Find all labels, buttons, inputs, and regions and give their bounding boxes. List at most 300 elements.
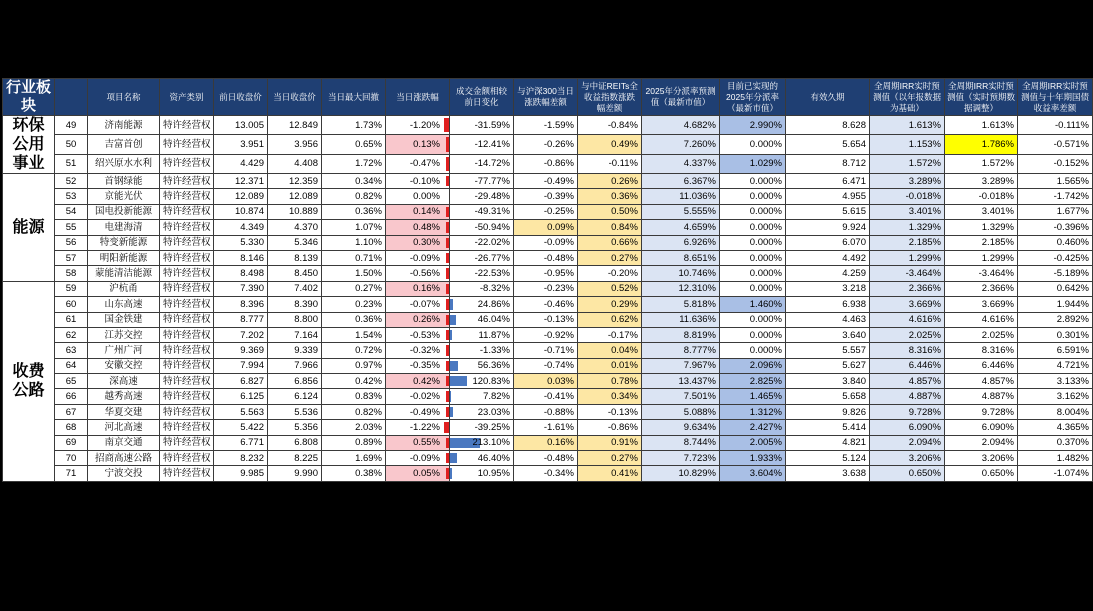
header-close: 当日收盘价 — [268, 79, 322, 116]
max-drawdown: 1.10% — [322, 235, 386, 250]
volume-value: -31.59% — [474, 119, 510, 131]
hs300-diff: -0.48% — [514, 451, 578, 466]
volume-value: -12.41% — [474, 138, 510, 150]
change-value: -0.47% — [409, 158, 440, 170]
table-row[interactable] — [3, 116, 1093, 135]
reits-table — [2, 78, 1093, 482]
table-row[interactable] — [3, 327, 1093, 342]
volume-bar — [450, 453, 457, 463]
dist-realized: 1.933% — [720, 451, 786, 466]
prev-close: 9.985 — [214, 466, 268, 481]
irr-adjusted: 6.446% — [945, 358, 1018, 373]
table-row[interactable] — [3, 220, 1093, 235]
max-drawdown: 2.03% — [322, 420, 386, 435]
irr-spread: 3.133% — [1018, 374, 1093, 389]
table-row[interactable] — [3, 404, 1093, 419]
prev-close: 6.125 — [214, 389, 268, 404]
header-irr-adjusted: 全周期IRR实时预测值（实时预期数据调整） — [945, 79, 1018, 116]
volume-change — [450, 466, 514, 481]
row-number: 62 — [55, 327, 88, 342]
volume-change — [450, 451, 514, 466]
volume-value: 46.04% — [477, 314, 510, 326]
hs300-diff: -0.13% — [514, 312, 578, 327]
daily-change — [386, 435, 450, 450]
irr-spread: -0.111% — [1018, 116, 1093, 135]
dist-realized: 0.000% — [720, 189, 786, 204]
hs300-diff: -0.88% — [514, 404, 578, 419]
duration: 5.654 — [786, 135, 870, 154]
dist-forecast: 7.723% — [642, 451, 720, 466]
table-row[interactable] — [3, 135, 1093, 154]
irr-adjusted: 2.185% — [945, 235, 1018, 250]
asset-type: 特许经营权 — [160, 343, 214, 358]
dist-realized: 0.000% — [720, 343, 786, 358]
irr-annual: 4.887% — [870, 389, 945, 404]
close: 7.164 — [268, 327, 322, 342]
change-value: 0.42% — [413, 375, 440, 387]
reits-diff: 0.34% — [578, 389, 642, 404]
close: 12.849 — [268, 116, 322, 135]
reits-diff: 0.50% — [578, 204, 642, 219]
project-name: 河北高速 — [88, 420, 160, 435]
irr-annual: 3.206% — [870, 451, 945, 466]
max-drawdown: 1.54% — [322, 327, 386, 342]
row-number: 64 — [55, 358, 88, 373]
irr-adjusted: -0.018% — [945, 189, 1018, 204]
irr-adjusted: 4.616% — [945, 312, 1018, 327]
row-number: 52 — [55, 174, 88, 189]
irr-annual: 1.613% — [870, 116, 945, 135]
project-name: 特变新能源 — [88, 235, 160, 250]
daily-change — [386, 266, 450, 281]
irr-spread: 8.004% — [1018, 404, 1093, 419]
project-name: 明阳新能源 — [88, 250, 160, 265]
irr-spread: 1.944% — [1018, 297, 1093, 312]
header-irr-annual: 全周期IRR实时预测值（以年报数据为基础） — [870, 79, 945, 116]
volume-value: -77.77% — [474, 175, 510, 187]
change-value: -0.09% — [409, 252, 440, 264]
table-row[interactable] — [3, 389, 1093, 404]
irr-adjusted: 1.572% — [945, 154, 1018, 173]
irr-annual: 3.289% — [870, 174, 945, 189]
change-value: 0.26% — [413, 314, 440, 326]
irr-adjusted: 8.316% — [945, 343, 1018, 358]
row-number: 67 — [55, 404, 88, 419]
irr-spread: 0.642% — [1018, 281, 1093, 296]
irr-annual: 3.669% — [870, 297, 945, 312]
asset-type: 特许经营权 — [160, 312, 214, 327]
close: 8.225 — [268, 451, 322, 466]
daily-change — [386, 189, 450, 204]
hs300-diff: -0.46% — [514, 297, 578, 312]
change-value: -1.20% — [409, 119, 440, 131]
prev-close: 4.429 — [214, 154, 268, 173]
daily-change — [386, 174, 450, 189]
volume-change — [450, 358, 514, 373]
header-prev-close: 前日收盘价 — [214, 79, 268, 116]
irr-adjusted: 3.401% — [945, 204, 1018, 219]
prev-close: 6.827 — [214, 374, 268, 389]
project-name: 江苏交控 — [88, 327, 160, 342]
dist-forecast: 7.967% — [642, 358, 720, 373]
volume-value: 213.10% — [472, 437, 510, 449]
hs300-diff: 0.09% — [514, 220, 578, 235]
volume-value: 11.87% — [478, 329, 510, 341]
close: 6.856 — [268, 374, 322, 389]
table-row[interactable] — [3, 466, 1093, 481]
asset-type: 特许经营权 — [160, 435, 214, 450]
hs300-diff: -1.61% — [514, 420, 578, 435]
table-row[interactable] — [3, 281, 1093, 296]
hs300-diff: -0.71% — [514, 343, 578, 358]
max-drawdown: 0.82% — [322, 189, 386, 204]
irr-adjusted: 1.299% — [945, 250, 1018, 265]
sector-label: 环保公用事业 — [3, 116, 55, 174]
irr-adjusted: 2.366% — [945, 281, 1018, 296]
irr-adjusted: 2.094% — [945, 435, 1018, 450]
volume-change — [450, 189, 514, 204]
irr-annual: 0.650% — [870, 466, 945, 481]
table-row[interactable] — [3, 312, 1093, 327]
dist-forecast: 7.501% — [642, 389, 720, 404]
volume-value: 24.86% — [477, 298, 510, 310]
irr-adjusted: 0.650% — [945, 466, 1018, 481]
dist-realized: 0.000% — [720, 281, 786, 296]
close: 9.339 — [268, 343, 322, 358]
hs300-diff: -0.25% — [514, 204, 578, 219]
irr-annual: 9.728% — [870, 404, 945, 419]
dist-forecast: 10.746% — [642, 266, 720, 281]
dist-forecast: 11.636% — [642, 312, 720, 327]
dist-forecast: 5.088% — [642, 404, 720, 419]
volume-change — [450, 174, 514, 189]
asset-type: 特许经营权 — [160, 374, 214, 389]
dist-realized: 0.000% — [720, 135, 786, 154]
volume-change — [450, 204, 514, 219]
volume-change — [450, 154, 514, 173]
dist-forecast: 5.555% — [642, 204, 720, 219]
daily-change — [386, 389, 450, 404]
asset-type: 特许经营权 — [160, 420, 214, 435]
volume-change — [450, 435, 514, 450]
row-number: 49 — [55, 116, 88, 135]
irr-annual: 2.185% — [870, 235, 945, 250]
irr-adjusted: 1.786% — [945, 135, 1018, 154]
volume-change — [450, 327, 514, 342]
irr-adjusted: 1.613% — [945, 116, 1018, 135]
dist-realized: 2.427% — [720, 420, 786, 435]
max-drawdown: 0.97% — [322, 358, 386, 373]
close: 8.450 — [268, 266, 322, 281]
reits-diff: 0.27% — [578, 250, 642, 265]
reits-diff: 0.27% — [578, 451, 642, 466]
volume-change — [450, 404, 514, 419]
project-name: 招商高速公路 — [88, 451, 160, 466]
row-number: 51 — [55, 154, 88, 173]
prev-close: 4.349 — [214, 220, 268, 235]
reits-diff: 0.01% — [578, 358, 642, 373]
table-row[interactable] — [3, 189, 1093, 204]
dist-forecast: 8.777% — [642, 343, 720, 358]
close: 5.346 — [268, 235, 322, 250]
irr-annual: 1.329% — [870, 220, 945, 235]
dist-forecast: 13.437% — [642, 374, 720, 389]
duration: 4.955 — [786, 189, 870, 204]
prev-close: 5.563 — [214, 404, 268, 419]
prev-close: 12.089 — [214, 189, 268, 204]
duration: 6.938 — [786, 297, 870, 312]
max-drawdown: 0.34% — [322, 174, 386, 189]
close: 5.356 — [268, 420, 322, 435]
table-row[interactable] — [3, 204, 1093, 219]
table-row[interactable] — [3, 343, 1093, 358]
duration: 9.924 — [786, 220, 870, 235]
table-row[interactable] — [3, 358, 1093, 373]
project-name: 国电投新能源 — [88, 204, 160, 219]
reits-diff: -0.86% — [578, 420, 642, 435]
volume-value: -50.94% — [474, 221, 510, 233]
volume-value: 7.82% — [483, 391, 510, 403]
row-number: 66 — [55, 389, 88, 404]
asset-type: 特许经营权 — [160, 327, 214, 342]
dist-realized: 1.460% — [720, 297, 786, 312]
row-number: 54 — [55, 204, 88, 219]
dist-forecast: 8.651% — [642, 250, 720, 265]
daily-change — [386, 235, 450, 250]
max-drawdown: 0.89% — [322, 435, 386, 450]
duration: 9.826 — [786, 404, 870, 419]
duration: 4.821 — [786, 435, 870, 450]
dist-forecast: 8.744% — [642, 435, 720, 450]
table-row[interactable] — [3, 154, 1093, 173]
asset-type: 特许经营权 — [160, 174, 214, 189]
table-row[interactable] — [3, 435, 1093, 450]
irr-adjusted: 1.329% — [945, 220, 1018, 235]
row-number: 68 — [55, 420, 88, 435]
project-name: 华夏交建 — [88, 404, 160, 419]
reits-diff: 0.29% — [578, 297, 642, 312]
project-name: 首钢绿能 — [88, 174, 160, 189]
volume-value: 46.40% — [477, 452, 510, 464]
close: 7.402 — [268, 281, 322, 296]
dist-forecast: 6.926% — [642, 235, 720, 250]
volume-change — [450, 250, 514, 265]
change-value: 0.48% — [413, 221, 440, 233]
project-name: 蒙能清洁能源 — [88, 266, 160, 281]
asset-type: 特许经营权 — [160, 235, 214, 250]
max-drawdown: 1.72% — [322, 154, 386, 173]
dist-realized: 0.000% — [720, 327, 786, 342]
asset-type: 特许经营权 — [160, 358, 214, 373]
dist-forecast: 4.337% — [642, 154, 720, 173]
table-row[interactable] — [3, 297, 1093, 312]
volume-value: -39.25% — [474, 421, 510, 433]
asset-type: 特许经营权 — [160, 466, 214, 481]
prev-close: 7.390 — [214, 281, 268, 296]
project-name: 南京交通 — [88, 435, 160, 450]
row-number: 63 — [55, 343, 88, 358]
irr-adjusted: 3.289% — [945, 174, 1018, 189]
irr-annual: 1.299% — [870, 250, 945, 265]
change-value: 0.30% — [413, 237, 440, 249]
dist-forecast: 9.634% — [642, 420, 720, 435]
close: 7.966 — [268, 358, 322, 373]
project-name: 沪杭甬 — [88, 281, 160, 296]
daily-change — [386, 466, 450, 481]
table-row[interactable] — [3, 250, 1093, 265]
hs300-diff: -0.48% — [514, 250, 578, 265]
project-name: 宁波交投 — [88, 466, 160, 481]
dist-realized: 0.000% — [720, 174, 786, 189]
project-name: 国金铁建 — [88, 312, 160, 327]
irr-spread: -5.189% — [1018, 266, 1093, 281]
daily-change — [386, 451, 450, 466]
dist-realized: 0.000% — [720, 250, 786, 265]
reits-diff: 0.26% — [578, 174, 642, 189]
duration: 5.557 — [786, 343, 870, 358]
reits-diff: 0.84% — [578, 220, 642, 235]
max-drawdown: 0.82% — [322, 404, 386, 419]
table-body — [3, 116, 1093, 482]
irr-annual: 2.025% — [870, 327, 945, 342]
irr-annual: 8.316% — [870, 343, 945, 358]
volume-value: -49.31% — [474, 206, 510, 218]
hs300-diff: -0.23% — [514, 281, 578, 296]
dist-realized: 2.005% — [720, 435, 786, 450]
table-row[interactable] — [3, 235, 1093, 250]
daily-change — [386, 297, 450, 312]
change-value: 0.13% — [413, 138, 440, 150]
volume-change — [450, 389, 514, 404]
asset-type: 特许经营权 — [160, 220, 214, 235]
irr-spread: 1.482% — [1018, 451, 1093, 466]
irr-annual: 3.401% — [870, 204, 945, 219]
volume-value: -1.33% — [479, 344, 510, 356]
dist-forecast: 10.829% — [642, 466, 720, 481]
irr-spread: 1.677% — [1018, 204, 1093, 219]
volume-change — [450, 220, 514, 235]
project-name: 电建海清 — [88, 220, 160, 235]
irr-spread: 4.721% — [1018, 358, 1093, 373]
irr-adjusted: 3.669% — [945, 297, 1018, 312]
prev-close: 5.330 — [214, 235, 268, 250]
reits-diff: 0.04% — [578, 343, 642, 358]
close: 6.124 — [268, 389, 322, 404]
table-row[interactable] — [3, 266, 1093, 281]
max-drawdown: 0.65% — [322, 135, 386, 154]
close: 8.390 — [268, 297, 322, 312]
volume-value: 10.95% — [477, 468, 510, 480]
change-value: -0.10% — [409, 175, 440, 187]
change-value: 0.16% — [413, 283, 440, 295]
header-dist-forecast: 2025年分派率预测值（最新市值） — [642, 79, 720, 116]
dist-realized: 0.000% — [720, 312, 786, 327]
volume-bar — [450, 361, 458, 371]
change-value: -0.35% — [409, 360, 440, 372]
duration: 3.840 — [786, 374, 870, 389]
volume-change — [450, 312, 514, 327]
change-value: 0.14% — [413, 206, 440, 218]
duration: 6.471 — [786, 174, 870, 189]
dist-realized: 3.604% — [720, 466, 786, 481]
header-daily-change: 当日涨跌幅 — [386, 79, 450, 116]
reits-diff: 0.36% — [578, 189, 642, 204]
duration: 3.640 — [786, 327, 870, 342]
header-project-name: 项目名称 — [88, 79, 160, 116]
duration: 4.259 — [786, 266, 870, 281]
header-row — [3, 79, 1093, 116]
close: 4.370 — [268, 220, 322, 235]
daily-change — [386, 420, 450, 435]
volume-value: 56.36% — [477, 360, 510, 372]
volume-value: -29.48% — [474, 191, 510, 203]
project-name: 绍兴原水水利 — [88, 154, 160, 173]
irr-annual: 2.094% — [870, 435, 945, 450]
change-value: -0.09% — [409, 452, 440, 464]
hs300-diff: 0.16% — [514, 435, 578, 450]
row-number: 61 — [55, 312, 88, 327]
dist-forecast: 4.659% — [642, 220, 720, 235]
max-drawdown: 1.69% — [322, 451, 386, 466]
reits-diff: -0.84% — [578, 116, 642, 135]
close: 9.990 — [268, 466, 322, 481]
daily-change — [386, 374, 450, 389]
asset-type: 特许经营权 — [160, 250, 214, 265]
irr-adjusted: 9.728% — [945, 404, 1018, 419]
prev-close: 12.371 — [214, 174, 268, 189]
duration: 5.615 — [786, 204, 870, 219]
asset-type: 特许经营权 — [160, 451, 214, 466]
volume-change — [450, 297, 514, 312]
table-row[interactable] — [3, 374, 1093, 389]
irr-annual: -3.464% — [870, 266, 945, 281]
volume-value: -8.32% — [479, 283, 510, 295]
reits-diff: 0.62% — [578, 312, 642, 327]
change-value: -0.49% — [409, 406, 440, 418]
row-number: 50 — [55, 135, 88, 154]
table-row[interactable] — [3, 420, 1093, 435]
max-drawdown: 0.38% — [322, 466, 386, 481]
prev-close: 9.369 — [214, 343, 268, 358]
table-row[interactable] — [3, 174, 1093, 189]
irr-adjusted: 6.090% — [945, 420, 1018, 435]
hs300-diff: -0.41% — [514, 389, 578, 404]
header-hs300-diff: 与沪深300当日涨跌幅差额 — [514, 79, 578, 116]
irr-annual: 2.366% — [870, 281, 945, 296]
row-number: 53 — [55, 189, 88, 204]
header-volume-change: 成交金额相较前日变化 — [450, 79, 514, 116]
daily-change — [386, 281, 450, 296]
table-row[interactable] — [3, 451, 1093, 466]
change-value: -0.53% — [409, 329, 440, 341]
close: 12.089 — [268, 189, 322, 204]
dist-realized: 2.096% — [720, 358, 786, 373]
asset-type: 特许经营权 — [160, 404, 214, 419]
change-value: 0.55% — [413, 437, 440, 449]
irr-annual: 6.446% — [870, 358, 945, 373]
volume-bar — [450, 330, 452, 340]
volume-value: 120.83% — [472, 375, 510, 387]
header-reits-diff: 与中证REITs全收益指数涨跌幅差额 — [578, 79, 642, 116]
dist-forecast: 12.310% — [642, 281, 720, 296]
project-name: 山东高速 — [88, 297, 160, 312]
max-drawdown: 0.36% — [322, 204, 386, 219]
row-number: 55 — [55, 220, 88, 235]
irr-spread: -0.152% — [1018, 154, 1093, 173]
close: 6.808 — [268, 435, 322, 450]
max-drawdown: 0.42% — [322, 374, 386, 389]
prev-close: 8.232 — [214, 451, 268, 466]
